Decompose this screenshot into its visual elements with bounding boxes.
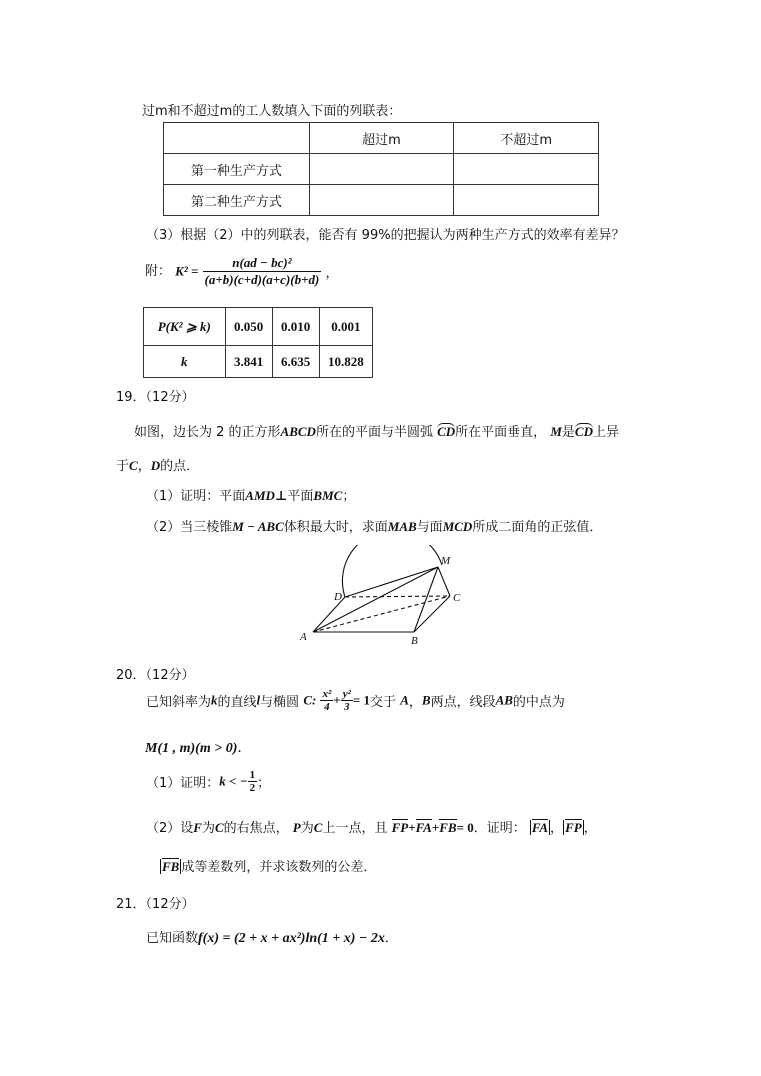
math-run: M(1 , m)(m > 0): [145, 741, 238, 756]
text-run: ．证明：: [473, 821, 526, 836]
label-b: B: [411, 635, 418, 647]
k-table-cell: 10.828: [319, 346, 372, 378]
fraction-denominator: 4: [324, 701, 330, 713]
problem-19-line2: [116, 455, 199, 474]
text-run: （2）当三棱锥: [146, 520, 233, 535]
math-run: F: [193, 820, 202, 835]
problem-21-line1: [146, 927, 398, 947]
edge-bc: [414, 596, 450, 632]
math-run: +: [431, 820, 440, 835]
label-c: C: [453, 592, 461, 604]
text-run: ，: [583, 821, 597, 836]
fraction-denominator: (a+b)(c+d)(a+c)(b+d): [204, 272, 320, 287]
text-run: ，: [137, 459, 151, 474]
math-run: M − ABC: [232, 519, 284, 534]
text-run: 的直线: [217, 695, 257, 710]
edge-mc: [438, 567, 450, 596]
math-run: +: [408, 820, 416, 835]
text-run: 交于: [370, 695, 397, 710]
vector-fp: FP: [391, 820, 409, 835]
math-run: = 0: [456, 820, 474, 835]
math-run: C: [129, 458, 138, 473]
text-run: 的点．: [160, 459, 200, 474]
math-run: k: [211, 692, 218, 708]
fraction-x: [320, 688, 333, 713]
k-table-cell: 0.010: [272, 308, 319, 346]
text-run: 所成二面角的正弦值．: [472, 520, 603, 535]
k-table-cell: 3.841: [225, 346, 272, 378]
text-run: 平面: [287, 489, 314, 504]
label-m: M: [441, 555, 451, 567]
table-cell: [454, 154, 599, 185]
problem-20-line1: 已知斜率为k的直线l与椭圆 C: $\frac{\text{x²}}{4}$ + $\frac{\text{y²}}{3}$ = 1交于 A，B两点，线段AB的中点为: [146, 688, 565, 713]
text-run: 已知斜率为: [146, 695, 212, 710]
fraction-denominator: 2: [249, 782, 256, 794]
math-run: l: [256, 692, 261, 708]
question-3: （3）根据（2）中的列联表，能否有 99%的把握认为两种生产方式的效率有差异？: [146, 228, 625, 243]
problem-20-part1: [146, 769, 270, 794]
math-run: ⊥: [274, 488, 288, 503]
text-run: 已知函数: [146, 931, 199, 946]
arc-cd: CD: [437, 424, 456, 439]
k-table-label: P(K² ⩾ k): [144, 308, 226, 346]
text-run: 所在的平面与半圆弧: [315, 425, 433, 440]
math-run: AB: [495, 692, 513, 708]
math-run: ABCD: [280, 424, 316, 439]
text-run: （2）设: [146, 821, 194, 836]
text-run: 体积最大时，求面: [283, 520, 388, 535]
problem-21-header: 21．（12分）: [116, 897, 195, 912]
table-row-label: 第二种生产方式: [164, 185, 310, 216]
text-run: ；: [342, 489, 356, 504]
problem-20-part2-cont: [160, 856, 376, 875]
text-run: 的中点为: [512, 695, 565, 710]
math-run: MCD: [442, 519, 473, 534]
geometry-figure: [290, 545, 480, 650]
k-table-cell: 0.050: [225, 308, 272, 346]
math-run: A: [400, 692, 409, 708]
label-d: D: [334, 591, 342, 603]
text-run: 成等差数列，并求该数列的公差．: [181, 860, 377, 875]
text-run: 于: [116, 459, 130, 474]
text-run: ．: [237, 740, 252, 756]
k-table-label: k: [144, 346, 226, 378]
k-squared-lhs: K² =: [175, 263, 199, 279]
arc-cd: CD: [574, 424, 593, 439]
problem-20-header: 20．（12分）: [116, 668, 195, 683]
table-cell: [454, 185, 599, 216]
text-run: （1）证明：平面: [146, 489, 246, 504]
contingency-table: [163, 122, 599, 216]
table-header-cell: 超过m: [309, 123, 454, 154]
k-table-cell: 6.635: [272, 346, 319, 378]
text-run: 两点，线段: [430, 695, 496, 710]
k-squared-fraction: [203, 255, 322, 288]
fraction-numerator: x²: [322, 688, 332, 700]
problem-19-header: 19．（12分）: [116, 390, 195, 405]
text-run: 是: [561, 425, 575, 440]
problem-19-line1: [134, 421, 619, 440]
problem-20-line2: [145, 737, 251, 757]
text-run: 上一点，且: [322, 821, 388, 836]
edge-dc-hidden: [345, 596, 450, 597]
problem-20-part2: [146, 817, 597, 836]
text-run: 的右焦点，: [223, 821, 289, 836]
math-run: AMD: [245, 488, 275, 503]
text-run: ，: [550, 821, 564, 836]
fraction-y: [341, 688, 353, 713]
vector-fa: FA: [415, 820, 432, 835]
math-run: B: [421, 692, 431, 708]
math-run: BMC: [313, 488, 343, 503]
abs-fp: [563, 820, 584, 835]
fraction-denominator: 3: [344, 701, 350, 713]
edge-bm: [414, 567, 438, 632]
appendix-label: 附：: [145, 264, 172, 279]
vector-fb: FB: [162, 859, 180, 874]
appendix-trail: ，: [325, 266, 339, 281]
table-header-cell: [164, 123, 310, 154]
table-cell: [309, 154, 454, 185]
abs-fb: [160, 859, 181, 874]
math-run: M: [550, 424, 562, 439]
math-run: = 1: [352, 692, 371, 708]
text-run: （1）证明：: [146, 776, 220, 791]
text-run: 上异: [592, 425, 619, 440]
fraction-numerator: 1: [249, 769, 256, 781]
text-run: ．: [384, 931, 398, 946]
text-run: ；: [257, 776, 271, 791]
problem-19-part1: [146, 485, 355, 504]
vector-fb: FB: [439, 820, 457, 835]
math-run: k < −: [219, 773, 248, 789]
fraction-half: [248, 769, 258, 794]
text-run: 与椭圆: [260, 695, 300, 710]
problem-19-part2: [146, 516, 602, 535]
math-run: C: [214, 820, 224, 835]
math-run: D: [150, 458, 161, 473]
abs-fa: [530, 820, 550, 835]
fraction-numerator: n(ad − bc)²: [203, 255, 322, 272]
critical-value-table: [143, 307, 373, 378]
text-run: 与面: [416, 520, 443, 535]
table-header-cell: 不超过m: [454, 123, 599, 154]
math-run: f(x) = (2 + x + ax²)ln(1 + x) − 2x: [198, 931, 385, 946]
edge-am: [313, 567, 438, 632]
intro-line: 过m和不超过m的工人数填入下面的列联表：: [142, 104, 402, 119]
table-cell: [309, 185, 454, 216]
text-run: 为: [201, 821, 215, 836]
appendix-formula: [145, 255, 339, 288]
edge-dm: [345, 567, 438, 597]
text-run: 所在平面垂直，: [455, 425, 547, 440]
text-run: 如图，边长为 2 的正方形: [134, 425, 281, 440]
k-table-cell: 0.001: [319, 308, 372, 346]
math-run: P: [292, 820, 301, 835]
text-run: 为: [300, 821, 314, 836]
text-run: ，: [408, 695, 422, 710]
vector-fa: FA: [531, 820, 549, 835]
table-row-label: 第一种生产方式: [164, 154, 310, 185]
label-a: A: [300, 631, 307, 643]
math-run: C:: [303, 692, 317, 708]
vector-fp: FP: [565, 820, 582, 835]
math-run: MAB: [387, 519, 417, 534]
math-run: C: [313, 820, 323, 835]
fraction-numerator: y²: [342, 688, 351, 700]
